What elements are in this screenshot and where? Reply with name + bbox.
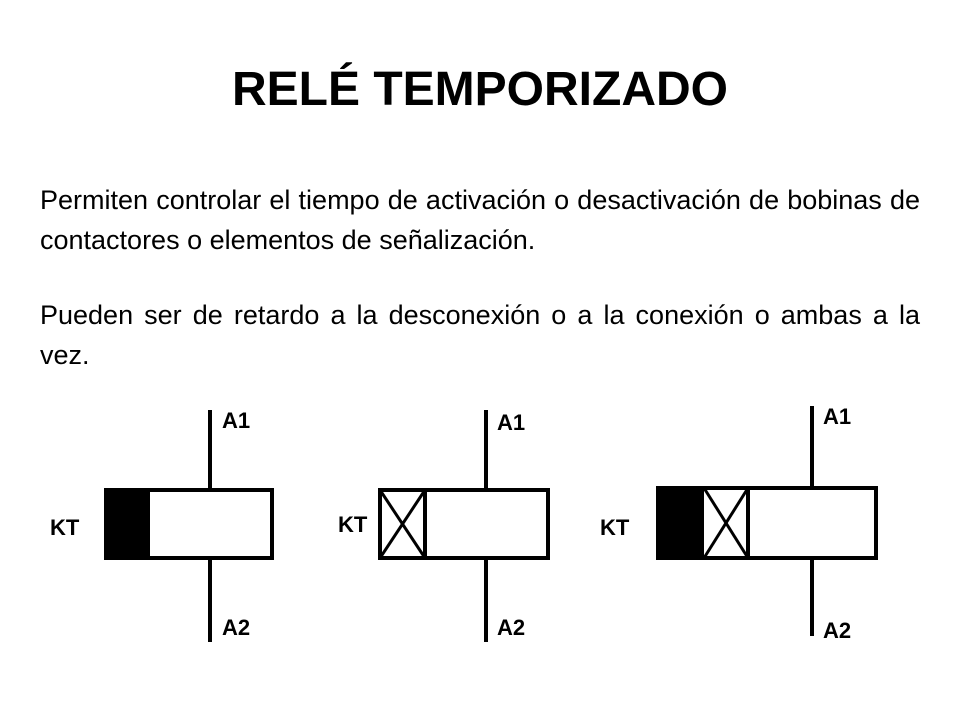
terminal-a2-label: A2: [222, 615, 251, 640]
device-label-kt: KT: [338, 512, 368, 537]
terminal-a1-label: A1: [823, 404, 852, 429]
page-title: RELÉ TEMPORIZADO: [231, 63, 728, 116]
terminal-a2-label: A2: [823, 618, 852, 643]
off-delay-block: [106, 490, 150, 558]
device-label-kt: KT: [600, 515, 630, 540]
relay-symbol-combined-delay: [600, 404, 876, 643]
terminal-a1-label: A1: [222, 408, 251, 433]
coil-box: [380, 490, 548, 558]
off-delay-block: [658, 488, 704, 558]
terminal-a1-label: A1: [497, 410, 526, 435]
device-label-kt: KT: [50, 515, 80, 540]
relay-symbol-off-delay: [50, 408, 272, 642]
relay-symbols-diagram: [0, 390, 960, 720]
paragraph-types: Pueden ser de retardo a la desconexión o a la conexión o ambas a la vez.: [40, 300, 920, 370]
paragraph-description: Permiten controlar el tiempo de activación o desactivación de bobinas de contactores o elementos de señalización.: [40, 185, 920, 255]
terminal-a2-label: A2: [497, 615, 526, 640]
relay-symbol-on-delay: [338, 410, 548, 642]
